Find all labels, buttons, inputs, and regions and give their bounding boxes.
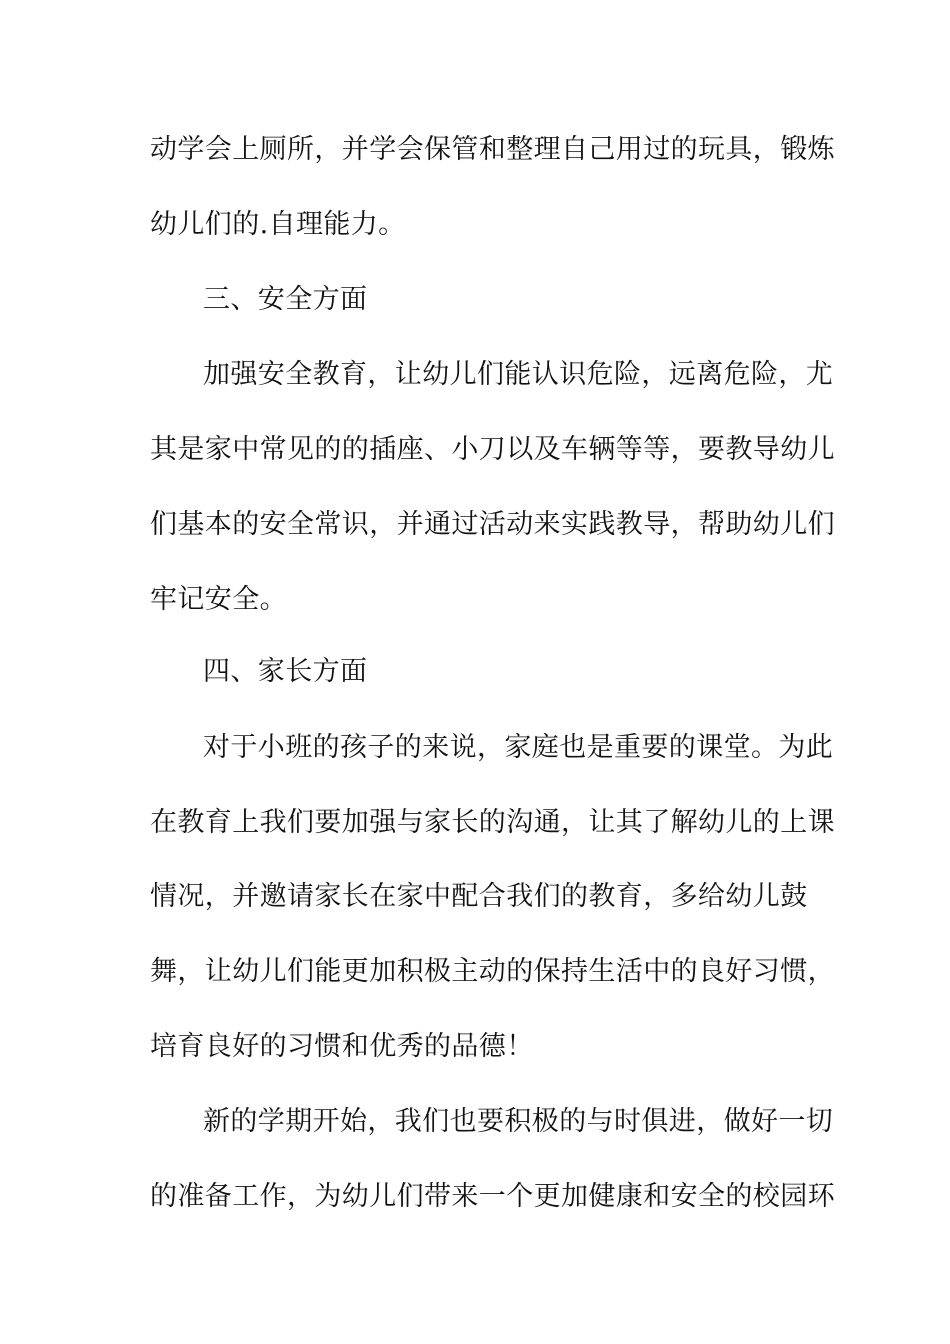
body-text-line: 动学会上厕所，并学会保管和整理自己用过的玩具，锻炼 (150, 134, 835, 165)
body-text-line: 情况，并邀请家长在家中配合我们的教育，多给幼儿鼓 (150, 881, 808, 912)
body-text-line: 对于小班的孩子的来说，家庭也是重要的课堂。为此 (203, 732, 834, 763)
body-text-line: 的准备工作，为幼儿们带来一个更加健康和安全的校园环 (150, 1181, 835, 1212)
section-heading-parents: 四、家长方面 (203, 656, 368, 687)
body-text-line: 牢记安全。 (150, 584, 287, 615)
body-text-line: 们基本的安全常识，并通过活动来实践教导，帮助幼儿们 (150, 509, 835, 540)
body-text-line: 新的学期开始，我们也要积极的与时俱进，做好一切 (203, 1106, 834, 1137)
section-heading-safety: 三、安全方面 (203, 284, 368, 315)
body-text-line: 在教育上我们要加强与家长的沟通，让其了解幼儿的上课 (150, 807, 835, 838)
body-text-line: 幼儿们的.自理能力。 (150, 209, 406, 240)
body-text-line: 舞，让幼儿们能更加积极主动的保持生活中的良好习惯， (150, 956, 835, 987)
body-text-line: 其是家中常见的的插座、小刀以及车辆等等，要教导幼儿 (150, 434, 835, 465)
body-text-line: 培育良好的习惯和优秀的品德！ (150, 1031, 534, 1062)
body-text-line: 加强安全教育，让幼儿们能认识危险，远离危险，尤 (203, 359, 834, 390)
